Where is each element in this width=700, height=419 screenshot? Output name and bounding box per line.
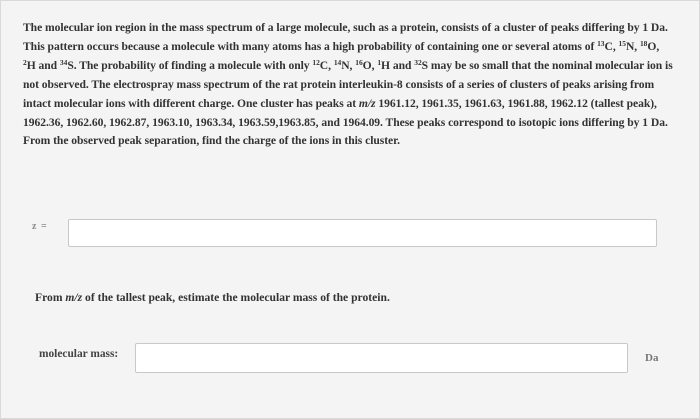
isotope-mass: 1 — [377, 57, 382, 67]
isotope-element: C, — [319, 58, 334, 72]
isotope-mass: 14 — [333, 57, 342, 67]
isotope-mass: 12 — [312, 57, 320, 67]
mass-question-text — [35, 291, 390, 304]
isotope-element: C, — [604, 39, 619, 53]
isotope-mass: 13 — [597, 38, 605, 48]
isotope-mass: 2 — [23, 57, 27, 67]
question-part-2: S may be so small that the nominal molecular ion is not observed. The electrospray mass spectrum of the rat protein interleukin-8 consists of a series of clusters of peaks arising from intact molecular ions with different charge. One cluster has peaks at — [23, 58, 673, 110]
isotope-element: N, — [625, 39, 640, 53]
mz-symbol: m/z — [358, 96, 376, 110]
mass-question-before: From — [35, 291, 66, 304]
isotope-element: O, — [647, 39, 660, 53]
mass-answer-row — [39, 348, 659, 364]
mass-question-after: of the tallest peak, estimate the molecular mass of the protein. — [82, 291, 390, 304]
question-part-1: The molecular ion region in the mass spectrum of a large molecule, such as a protein, consists of a cluster of peaks differing by 1 Da. This pattern occurs because a molecule with many atoms has a high probability of containing one or several atoms of — [23, 21, 668, 53]
isotope-mass: 15 — [618, 38, 626, 48]
charge-answer-row — [32, 221, 68, 232]
isotope-element: O, — [362, 58, 378, 72]
isotope-element: S. The probability of finding a molecule with only — [67, 58, 313, 72]
molecular-mass-label: molecular mass: — [39, 348, 119, 360]
isotope-mass: 18 — [639, 38, 648, 48]
isotope-element: H and — [381, 58, 415, 72]
mass-unit-label: Da — [645, 352, 659, 364]
isotope-mass: 32 — [414, 57, 422, 67]
isotope-mass: 34 — [59, 57, 68, 67]
isotope-element: N, — [341, 58, 356, 72]
question-part-3: 1961.12, 1961.35, 1961.63, 1961.88, 1962.12 (tallest peak), 1962.36, 1962.60, 1962.87, 1963.10, 1963.34, 1963.59,1963.85, and 1964.09. These peaks correspond to isotopic ions differing by 1 Da. From the observed peak separation, find the charge of the ions in this cluster. — [23, 96, 668, 148]
molecular-mass-input[interactable] — [135, 343, 628, 373]
charge-input[interactable] — [68, 219, 657, 247]
question-text — [23, 19, 673, 151]
isotope-mass: 16 — [355, 57, 363, 67]
isotope-element: H and — [26, 58, 60, 72]
mz-symbol: m/z — [65, 291, 83, 304]
charge-label: z = — [32, 221, 48, 232]
